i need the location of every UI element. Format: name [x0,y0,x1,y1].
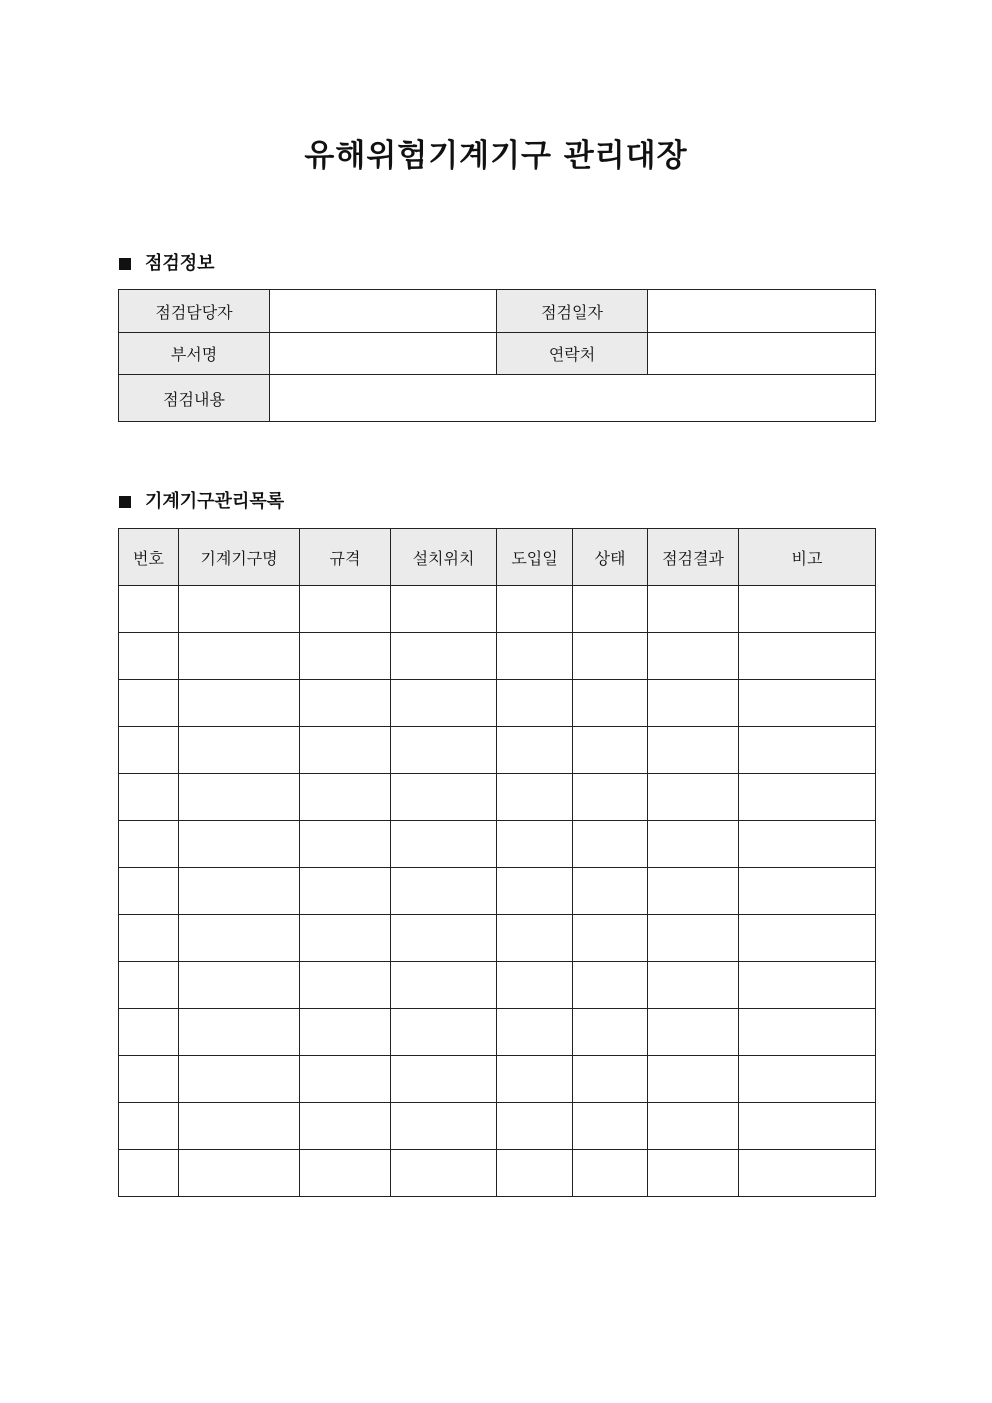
table-cell[interactable] [391,915,497,962]
table-cell[interactable] [497,1009,573,1056]
table-cell[interactable] [739,774,876,821]
table-cell[interactable] [573,915,648,962]
table-cell[interactable] [648,1009,739,1056]
table-row [119,1009,876,1056]
table-cell[interactable] [573,821,648,868]
table-cell[interactable] [739,821,876,868]
table-cell[interactable] [179,1103,300,1150]
table-cell[interactable] [391,1150,497,1197]
table-cell[interactable] [648,962,739,1009]
table-cell[interactable] [648,774,739,821]
table-cell[interactable] [739,633,876,680]
info-row [119,333,876,375]
table-cell[interactable] [573,1009,648,1056]
table-row [119,915,876,962]
column-header-status: 상태 [573,529,648,586]
table-cell[interactable] [573,727,648,774]
table-cell[interactable] [119,633,179,680]
table-row [119,680,876,727]
equipment-list-table [118,528,876,1197]
table-cell[interactable] [648,727,739,774]
table-cell[interactable] [648,633,739,680]
table-cell[interactable] [739,1009,876,1056]
table-row [119,1103,876,1150]
table-cell[interactable] [391,774,497,821]
table-cell[interactable] [497,915,573,962]
table-cell[interactable] [497,962,573,1009]
table-row [119,774,876,821]
table-cell[interactable] [119,680,179,727]
table-cell[interactable] [573,680,648,727]
table-cell[interactable] [573,774,648,821]
table-cell[interactable] [391,962,497,1009]
table-cell[interactable] [497,1103,573,1150]
section-heading-label: 기계기구관리목록 [145,491,285,512]
square-bullet-icon [119,496,131,508]
table-row [119,586,876,633]
table-cell[interactable] [119,586,179,633]
table-row [119,1056,876,1103]
square-bullet-icon [119,258,131,270]
table-cell[interactable] [119,1103,179,1150]
column-header-intro-date: 도입일 [497,529,573,586]
table-cell[interactable] [573,1056,648,1103]
table-cell[interactable] [497,727,573,774]
table-cell[interactable] [119,1056,179,1103]
table-cell[interactable] [497,1150,573,1197]
page-title: 유해위험기계기구 관리대장 [304,138,688,174]
table-cell[interactable] [648,1150,739,1197]
table-cell[interactable] [119,774,179,821]
table-cell[interactable] [179,1056,300,1103]
table-cell[interactable] [739,962,876,1009]
table-cell[interactable] [573,962,648,1009]
table-cell[interactable] [739,727,876,774]
table-cell[interactable] [573,1150,648,1197]
column-header-remarks: 비고 [739,529,876,586]
table-cell[interactable] [391,821,497,868]
table-cell[interactable] [497,868,573,915]
table-cell[interactable] [179,821,300,868]
table-cell[interactable] [739,1150,876,1197]
table-cell[interactable] [179,774,300,821]
department-label: 부서명 [119,333,270,375]
table-header-row [119,529,876,586]
table-cell[interactable] [391,1009,497,1056]
table-cell[interactable] [648,1103,739,1150]
table-cell[interactable] [739,868,876,915]
table-cell[interactable] [497,680,573,727]
table-cell[interactable] [739,680,876,727]
table-cell[interactable] [648,821,739,868]
section-heading-inspection-info [119,252,215,276]
inspection-details-field[interactable] [270,375,876,422]
info-row [119,375,876,422]
table-cell[interactable] [497,586,573,633]
table-cell[interactable] [573,586,648,633]
table-cell[interactable] [391,633,497,680]
table-cell[interactable] [300,680,391,727]
table-cell[interactable] [497,1056,573,1103]
table-cell[interactable] [300,962,391,1009]
column-header-equipment-name: 기계기구명 [179,529,300,586]
table-cell[interactable] [573,868,648,915]
table-cell[interactable] [648,868,739,915]
table-row [119,633,876,680]
table-cell[interactable] [119,962,179,1009]
table-cell[interactable] [300,1103,391,1150]
table-cell[interactable] [300,586,391,633]
table-cell[interactable] [179,680,300,727]
table-cell[interactable] [648,586,739,633]
table-row [119,868,876,915]
table-cell[interactable] [179,633,300,680]
table-cell[interactable] [573,1103,648,1150]
inspector-field[interactable] [270,290,497,333]
inspection-date-field[interactable] [648,290,876,333]
table-cell[interactable] [739,586,876,633]
table-cell[interactable] [573,633,648,680]
table-cell[interactable] [497,821,573,868]
table-cell[interactable] [119,1150,179,1197]
table-cell[interactable] [119,915,179,962]
info-row [119,290,876,333]
table-cell[interactable] [739,915,876,962]
table-cell[interactable] [179,962,300,1009]
table-cell[interactable] [300,915,391,962]
inspection-date-label: 점검일자 [497,290,648,333]
table-cell[interactable] [648,680,739,727]
department-field[interactable] [270,333,497,375]
table-cell[interactable] [300,1009,391,1056]
table-cell[interactable] [391,868,497,915]
table-cell[interactable] [391,680,497,727]
table-cell[interactable] [300,821,391,868]
table-cell[interactable] [179,586,300,633]
table-cell[interactable] [391,727,497,774]
table-cell[interactable] [300,774,391,821]
contact-field[interactable] [648,333,876,375]
table-cell[interactable] [300,868,391,915]
table-cell[interactable] [119,821,179,868]
table-cell[interactable] [119,1009,179,1056]
section-heading-equipment-list [119,490,284,514]
table-cell[interactable] [497,774,573,821]
inspection-info-table [118,289,876,422]
table-row [119,1150,876,1197]
table-cell[interactable] [739,1056,876,1103]
table-row [119,821,876,868]
table-cell[interactable] [497,633,573,680]
table-cell[interactable] [179,1150,300,1197]
section-heading-label: 점검정보 [145,253,215,274]
table-row [119,727,876,774]
contact-label: 연락처 [497,333,648,375]
column-header-number: 번호 [119,529,179,586]
table-cell[interactable] [179,727,300,774]
table-cell[interactable] [300,1056,391,1103]
table-row [119,962,876,1009]
table-cell[interactable] [391,1103,497,1150]
table-cell[interactable] [179,1009,300,1056]
table-cell[interactable] [119,868,179,915]
table-cell[interactable] [391,586,497,633]
table-cell[interactable] [179,915,300,962]
table-cell[interactable] [648,1056,739,1103]
column-header-result: 점검결과 [648,529,739,586]
inspection-details-label: 점검내용 [119,375,270,422]
table-cell[interactable] [119,727,179,774]
table-cell[interactable] [739,1103,876,1150]
table-cell[interactable] [300,633,391,680]
table-cell[interactable] [391,1056,497,1103]
table-cell[interactable] [300,1150,391,1197]
table-cell[interactable] [300,727,391,774]
table-cell[interactable] [648,915,739,962]
inspector-label: 점검담당자 [119,290,270,333]
column-header-location: 설치위치 [391,529,497,586]
column-header-spec: 규격 [300,529,391,586]
table-cell[interactable] [179,868,300,915]
